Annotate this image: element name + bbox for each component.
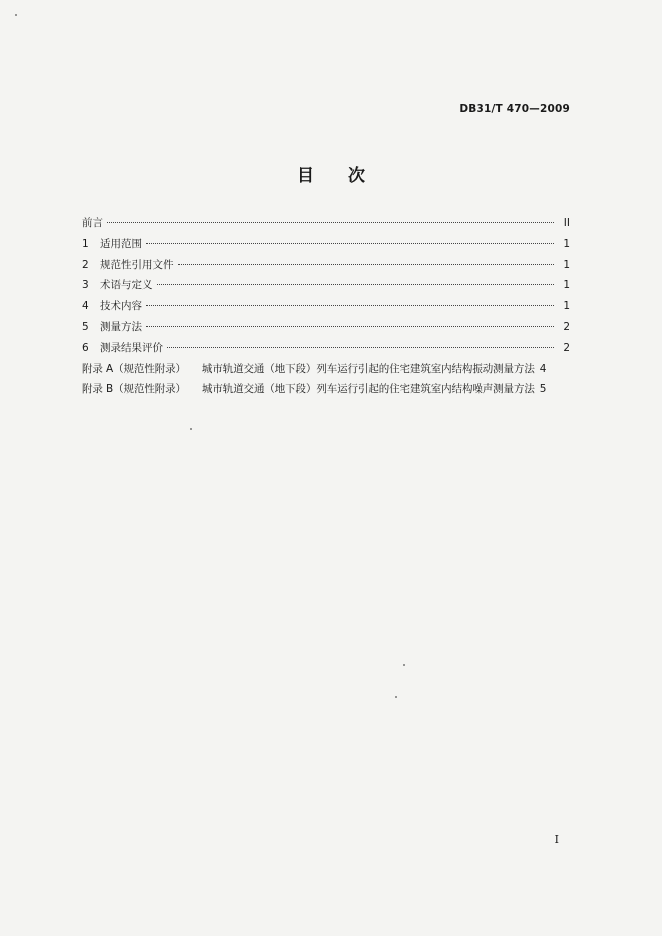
toc-entry-label: 规范性引用文件: [100, 258, 174, 271]
toc-entry-page: 1: [563, 300, 570, 313]
dot-leader: [178, 264, 555, 265]
toc-entry-1[interactable]: [82, 234, 570, 255]
scan-speck: [403, 664, 405, 666]
toc-entry-page: 1: [563, 237, 570, 250]
dot-leader: [157, 284, 555, 285]
toc-entry-page: 2: [563, 341, 570, 354]
toc-entry-foreword[interactable]: [82, 213, 570, 234]
toc-entry-number: 5: [82, 320, 89, 333]
appendix-prefix: 附录 A（规范性附录）: [82, 362, 186, 375]
toc-entry-4[interactable]: [82, 296, 570, 317]
dot-leader: [146, 326, 554, 327]
dot-leader: [107, 222, 554, 223]
toc-entry-page: 1: [563, 258, 570, 271]
table-of-contents: [82, 213, 570, 400]
toc-entry-appendix-b[interactable]: [82, 379, 570, 400]
toc-entry-page: II: [563, 217, 570, 229]
document-code: DB31/T 470—2009: [459, 103, 570, 115]
dot-leader: [146, 305, 554, 306]
toc-entry-page: 1: [563, 279, 570, 292]
toc-entry-label: 技术内容: [100, 300, 142, 313]
toc-title: 目 次: [297, 166, 365, 186]
toc-entry-page: 2: [563, 320, 570, 333]
toc-entry-page: 5: [539, 383, 547, 396]
page-number: I: [554, 833, 559, 846]
toc-entry-label: 测录结果评价: [100, 341, 163, 354]
appendix-title: 城市轨道交通（地下段）列车运行引起的住宅建筑室内结构振动测量方法: [201, 362, 535, 375]
dot-leader: [146, 243, 554, 244]
toc-entry-6[interactable]: [82, 338, 570, 359]
scan-speck: [15, 14, 17, 16]
toc-entry-label: 前言: [82, 217, 103, 229]
toc-entry-number: 2: [82, 258, 89, 271]
appendix-title: 城市轨道交通（地下段）列车运行引起的住宅建筑室内结构噪声测量方法: [201, 383, 535, 396]
toc-entry-label: 术语与定义: [100, 279, 153, 292]
toc-entry-5[interactable]: [82, 317, 570, 338]
toc-entry-number: 3: [82, 279, 89, 292]
toc-entry-number: 4: [82, 300, 89, 313]
appendix-prefix: 附录 B（规范性附录）: [82, 383, 186, 396]
toc-entry-3[interactable]: [82, 275, 570, 296]
toc-entry-appendix-a[interactable]: [82, 359, 570, 380]
scan-speck: [395, 696, 397, 698]
toc-entry-2[interactable]: [82, 255, 570, 276]
toc-entry-page: 4: [539, 362, 547, 375]
scan-speck: [190, 428, 192, 430]
toc-entry-number: 1: [82, 237, 89, 250]
toc-entry-number: 6: [82, 341, 89, 354]
toc-entry-label: 适用范围: [100, 237, 142, 250]
dot-leader: [167, 347, 554, 348]
toc-entry-label: 测量方法: [100, 320, 142, 333]
